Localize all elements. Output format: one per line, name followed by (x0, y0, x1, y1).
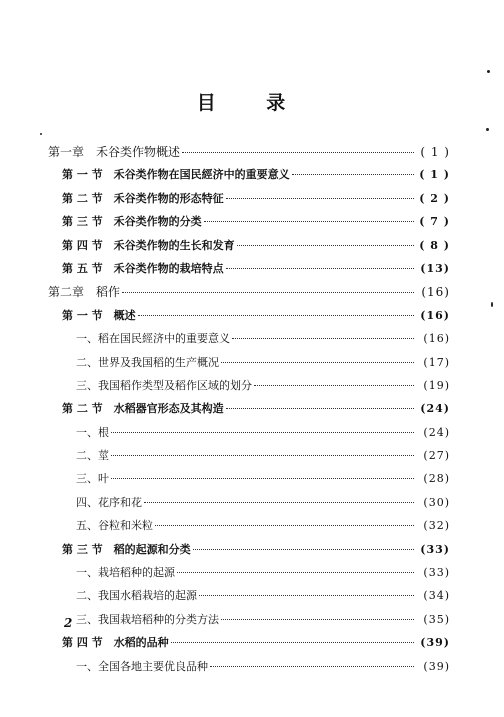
toc-entry-label: 第 一 节 禾谷类作物在国民經济中的重要意义 (62, 168, 290, 182)
toc-entry-label: 五、谷粒和米粒 (76, 519, 153, 533)
dot-leader (122, 292, 414, 293)
scan-speck (486, 128, 489, 131)
toc-entry (48, 564, 450, 587)
toc-entry-label: 三、我国栽培稻种的分类方法 (76, 612, 219, 626)
dot-leader (138, 315, 414, 316)
dot-leader (232, 338, 414, 339)
toc-entry (48, 190, 450, 213)
toc-entry-page: (13) (420, 261, 450, 275)
toc-entry-label: 第 三 节 禾谷类作物的分类 (62, 215, 202, 229)
toc-entry-label: 二、世界及我国稻的生产概况 (76, 355, 219, 369)
toc-entry-page: (19) (423, 378, 450, 392)
dot-leader (237, 245, 414, 246)
dot-leader (204, 221, 414, 222)
toc-entry-page: (39) (420, 636, 450, 650)
table-of-contents (48, 143, 450, 681)
toc-entry-label: 三、我国稻作类型及稻作区域的划分 (76, 378, 252, 392)
toc-entry-page: (33) (423, 566, 450, 580)
toc-entry-page: (35) (423, 612, 450, 626)
toc-entry-label: 第二章 稻作 (48, 285, 121, 300)
toc-entry (48, 377, 450, 400)
page-number: 2 (64, 616, 73, 630)
toc-entry (48, 283, 450, 306)
toc-entry-label: 第一章 禾谷类作物概述 (48, 145, 181, 159)
dot-leader (111, 432, 414, 433)
toc-entry-page: (16) (420, 308, 450, 322)
toc-entry (48, 541, 450, 564)
dot-leader (226, 408, 414, 409)
toc-entry (48, 587, 450, 610)
dot-leader (221, 362, 414, 363)
dot-leader (226, 198, 414, 199)
toc-entry (48, 143, 450, 166)
toc-entry-label: 三、叶 (76, 472, 109, 486)
dot-leader (193, 549, 414, 550)
scan-speck (491, 302, 493, 307)
toc-entry-label: 一、稻在国民經济中的重要意义 (76, 332, 230, 346)
toc-entry-label: 四、花序和花 (76, 495, 142, 509)
toc-entry-page: (39) (423, 659, 450, 673)
toc-entry-page: (30) (423, 495, 450, 509)
toc-entry-page: ( 8 ) (419, 238, 450, 252)
toc-entry (48, 330, 450, 353)
toc-entry-page: (17) (423, 355, 450, 369)
toc-entry-label: 二、莖 (76, 449, 109, 463)
toc-entry-page: ( 1 ) (419, 168, 450, 182)
scan-speck (40, 133, 42, 135)
toc-entry-label: 一、根 (76, 425, 109, 439)
toc-entry-label: 第 四 节 水稻的品种 (62, 636, 169, 650)
dot-leader (111, 478, 414, 479)
toc-entry-label: 第 一 节 概述 (62, 308, 136, 322)
toc-entry-page: (16) (423, 332, 450, 346)
toc-entry-page: (24) (420, 402, 450, 416)
toc-entry (48, 260, 450, 283)
toc-entry-label: 第 四 节 禾谷类作物的生长和发育 (62, 238, 235, 252)
toc-entry-label: 第 三 节 稻的起源和分类 (62, 542, 191, 556)
page-title: 目 录 (196, 92, 308, 114)
toc-entry (48, 166, 450, 189)
toc-entry-page: (33) (420, 542, 450, 556)
toc-entry (48, 634, 450, 657)
toc-entry-page: (34) (423, 589, 450, 603)
toc-entry-label: 第 五 节 禾谷类作物的栽培特点 (62, 261, 224, 275)
toc-entry-page: ( 7 ) (419, 215, 450, 229)
toc-entry (48, 213, 450, 236)
toc-entry-page: (28) (423, 472, 450, 486)
toc-entry (48, 354, 450, 377)
dot-leader (210, 666, 414, 667)
toc-entry (48, 424, 450, 447)
toc-entry-page: (24) (423, 425, 450, 439)
toc-entry-page: (32) (423, 519, 450, 533)
toc-entry (48, 611, 450, 634)
toc-entry (48, 237, 450, 260)
toc-entry (48, 517, 450, 540)
toc-entry (48, 400, 450, 423)
toc-entry-label: 二、我国水稻栽培的起源 (76, 589, 197, 603)
dot-leader (254, 385, 414, 386)
dot-leader (111, 455, 414, 456)
dot-leader (199, 595, 414, 596)
dot-leader (182, 152, 414, 153)
dot-leader (221, 619, 414, 620)
toc-entry-label: 一、栽培稻种的起源 (76, 566, 175, 580)
toc-entry (48, 307, 450, 330)
toc-entry-label: 第 二 节 水稻器官形态及其构造 (62, 402, 224, 416)
toc-entry (48, 447, 450, 470)
dot-leader (155, 525, 414, 526)
toc-entry-page: ( 1 ) (420, 145, 450, 159)
dot-leader (292, 174, 414, 175)
dot-leader (226, 268, 414, 269)
toc-entry-page: ( 2 ) (419, 191, 450, 205)
toc-entry (48, 470, 450, 493)
toc-entry-page: (27) (423, 449, 450, 463)
scan-speck (487, 70, 490, 73)
toc-entry-page: (16) (421, 285, 450, 300)
toc-entry (48, 658, 450, 681)
dot-leader (144, 502, 414, 503)
toc-entry (48, 494, 450, 517)
dot-leader (177, 572, 414, 573)
toc-entry-label: 第 二 节 禾谷类作物的形态特征 (62, 191, 224, 205)
dot-leader (171, 642, 414, 643)
toc-entry-label: 一、全国各地主要优良品种 (76, 659, 208, 673)
